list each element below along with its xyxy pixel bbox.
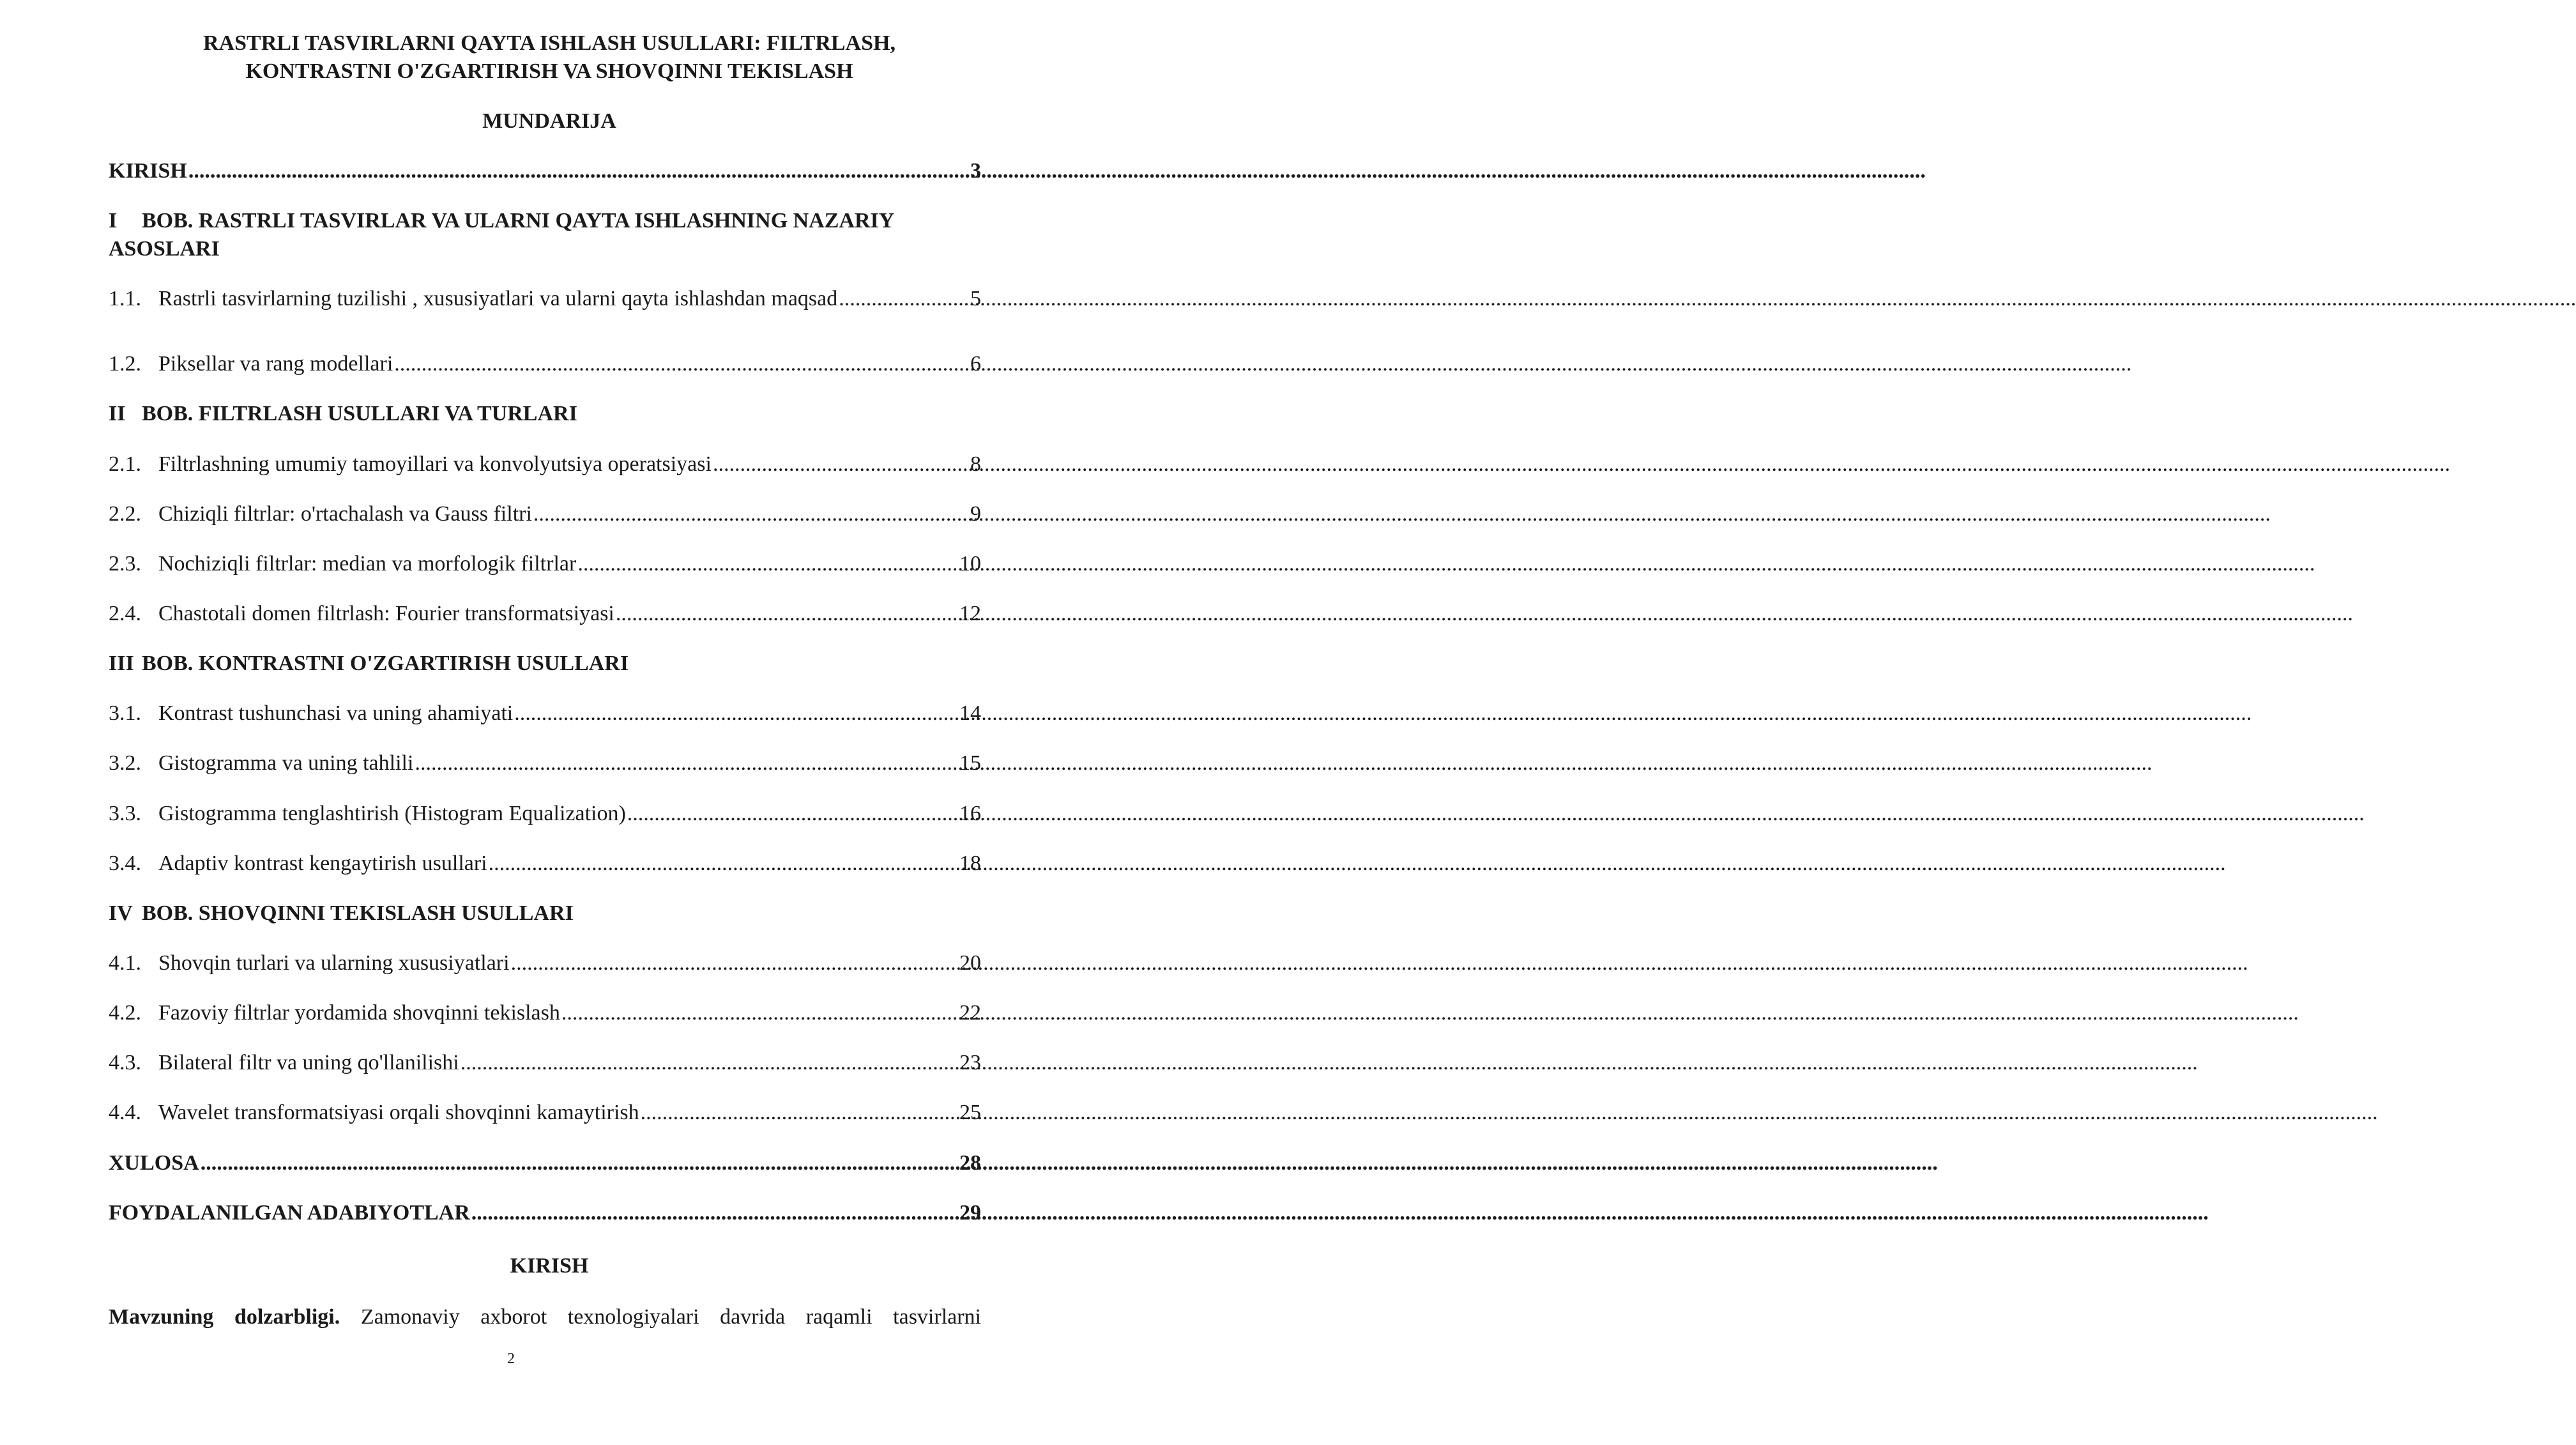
chapter-roman-numeral: II — [109, 402, 126, 425]
toc-entry-number: 2.4. — [109, 602, 141, 625]
toc-page-number: 6 — [970, 352, 981, 376]
toc-entry-number: 4.2. — [109, 1001, 141, 1025]
toc-leader — [561, 999, 958, 1027]
toc-leader — [461, 1049, 958, 1077]
document-title — [109, 29, 990, 86]
toc-page-number: 29 — [959, 1201, 981, 1225]
toc-entry-label: Filtrlashning umumiy tamoyillari va konvolyutsiya operatsiyasi — [158, 452, 712, 476]
toc-entry-3-4[interactable] — [109, 850, 981, 878]
chapter-roman-numeral: I — [109, 209, 118, 233]
chapter-roman-numeral: IV — [109, 901, 133, 925]
toc-entry-label: FOYDALANILGAN ADABIYOTLAR — [109, 1201, 470, 1225]
toc-entry-1-2[interactable] — [109, 350, 981, 378]
toc-entry-label: Kontrast tushunchasi va uning ahamiyati — [158, 701, 514, 725]
toc-entry-number: 1.2. — [109, 352, 141, 376]
toc-entry-number: 3.4. — [109, 852, 141, 875]
toc-page-number: 18 — [959, 852, 981, 875]
toc-entry-2-3[interactable] — [109, 550, 981, 578]
toc-page-number: 23 — [959, 1051, 981, 1074]
toc-page-number: 12 — [959, 602, 981, 625]
toc-entry-2-2[interactable] — [109, 500, 981, 528]
toc-entry-number: 1.1. — [109, 287, 141, 310]
chapter-title-line-1: BOB. RASTRLI TASVIRLAR VA ULARNI QAYTA ISHLASHNING NAZARIY — [142, 209, 895, 233]
toc-leader — [394, 350, 969, 378]
toc-entry-3-3[interactable] — [109, 800, 981, 828]
toc-page-number: 10 — [959, 552, 981, 576]
toc-heading: MUNDARIJA — [482, 109, 616, 133]
chapter-title: BOB. FILTRLASH USULLARI VA TURLARI — [142, 402, 577, 425]
toc-entry-4-3[interactable] — [109, 1049, 981, 1077]
toc-leader — [514, 700, 958, 728]
toc-entry-label: Adaptiv kontrast kengaytirish usullari — [158, 852, 487, 875]
toc-entry-number: 2.1. — [109, 452, 141, 476]
toc-leader — [511, 949, 958, 977]
toc-entry-label: Fazoviy filtrlar yordamida shovqinni tekislash — [158, 1001, 560, 1025]
toc-entry-1-1[interactable] — [109, 285, 981, 313]
toc-chapter-2[interactable] — [109, 400, 996, 428]
toc-entry-references[interactable] — [109, 1199, 981, 1227]
toc-leader — [533, 500, 969, 528]
toc-leader — [415, 749, 958, 777]
toc-entry-intro[interactable] — [109, 157, 981, 185]
toc-entry-3-2[interactable] — [109, 749, 981, 777]
toc-entry-label: XULOSA — [109, 1151, 199, 1175]
toc-chapter-4[interactable] — [109, 899, 996, 928]
intro-lead-text: Zamonaviy axborot texnologiyalari davrida raqamli tasvirlarni — [340, 1305, 982, 1329]
toc-entry-4-2[interactable] — [109, 999, 981, 1027]
chapter-title: BOB. KONTRASTNI O'ZGARTIRISH USULLARI — [142, 652, 629, 675]
toc-leader — [201, 1149, 958, 1177]
toc-page-number: 20 — [959, 951, 981, 975]
toc-chapter-3[interactable] — [109, 650, 996, 678]
toc-entry-label: Rastrli tasvirlarning tuzilishi , xususiyatlari va ularni qayta ishlashdan maqsad — [158, 287, 838, 310]
toc-entry-label: Shovqin turlari va ularning xususiyatlari — [158, 951, 510, 975]
document-title-line-2: KONTRASTNI O'ZGARTIRISH VA SHOVQINNI TEKISLASH — [245, 59, 853, 83]
intro-paragraph — [109, 1303, 981, 1331]
toc-entry-3-1[interactable] — [109, 700, 981, 728]
toc-entry-4-4[interactable] — [109, 1099, 981, 1127]
toc-leader — [489, 850, 958, 878]
toc-page-number: 9 — [970, 502, 981, 526]
toc-entry-label: Piksellar va rang modellari — [158, 352, 393, 376]
toc-chapter-1[interactable] — [109, 207, 996, 263]
chapter-title: BOB. SHOVQINNI TEKISLASH USULLARI — [142, 901, 574, 925]
toc-page-number: 28 — [959, 1151, 981, 1175]
toc-page-number: 8 — [970, 452, 981, 476]
toc-leader — [641, 1099, 958, 1127]
toc-leader — [616, 600, 958, 628]
toc-leader — [577, 550, 958, 578]
toc-page-number: 5 — [970, 287, 981, 310]
toc-entry-4-1[interactable] — [109, 949, 981, 977]
intro-lead-bold: Mavzuning dolzarbligi. — [109, 1305, 340, 1329]
chapter-title-line-2: ASOSLARI — [109, 237, 220, 261]
toc-entry-number: 4.4. — [109, 1101, 141, 1124]
toc-page-number: 25 — [959, 1101, 981, 1124]
toc-entry-label: Gistogramma tenglashtirish (Histogram Equalization) — [158, 802, 626, 825]
toc-page-number: 3 — [970, 159, 981, 183]
toc-entry-number: 2.3. — [109, 552, 141, 576]
toc-entry-number: 4.3. — [109, 1051, 141, 1074]
toc-entry-label: Wavelet transformatsiyasi orqali shovqinni kamaytirish — [158, 1101, 639, 1124]
toc-entry-number: 3.2. — [109, 751, 141, 775]
toc-entry-label: Nochiziqli filtrlar: median va morfologik filtrlar — [158, 552, 577, 576]
toc-page-number: 15 — [959, 751, 981, 775]
toc-entry-number: 3.1. — [109, 701, 141, 725]
toc-leader — [713, 450, 969, 478]
toc-entry-label: Chiziqli filtrlar: o'rtachalash va Gauss filtri — [158, 502, 532, 526]
toc-entry-label: Bilateral filtr va uning qo'llanilishi — [158, 1051, 459, 1074]
toc-page-number: 16 — [959, 802, 981, 825]
toc-entry-2-4[interactable] — [109, 600, 981, 628]
toc-entry-label: Chastotali domen filtrlash: Fourier transformatsiyasi — [158, 602, 614, 625]
toc-entry-label: Gistogramma va uning tahlili — [158, 751, 414, 775]
toc-entry-number: 4.1. — [109, 951, 141, 975]
toc-entry-conclusion[interactable] — [109, 1149, 981, 1177]
toc-leader — [188, 157, 969, 185]
toc-entry-2-1[interactable] — [109, 450, 981, 478]
toc-entry-number: 3.3. — [109, 802, 141, 825]
toc-leader — [627, 800, 958, 828]
page-number: 2 — [507, 1350, 515, 1367]
toc-entry-number: 2.2. — [109, 502, 141, 526]
document-title-line-1: RASTRLI TASVIRLARNI QAYTA ISHLASH USULLARI: FILTRLASH, — [203, 31, 896, 55]
toc-leader — [471, 1199, 958, 1227]
toc-entry-label: KIRISH — [109, 159, 187, 183]
document-page — [0, 0, 1022, 1445]
intro-section-heading: KIRISH — [510, 1254, 589, 1278]
chapter-roman-numeral: III — [109, 652, 134, 675]
toc-leader — [839, 285, 969, 313]
toc-page-number: 22 — [959, 1001, 981, 1025]
toc-page-number: 14 — [959, 701, 981, 725]
